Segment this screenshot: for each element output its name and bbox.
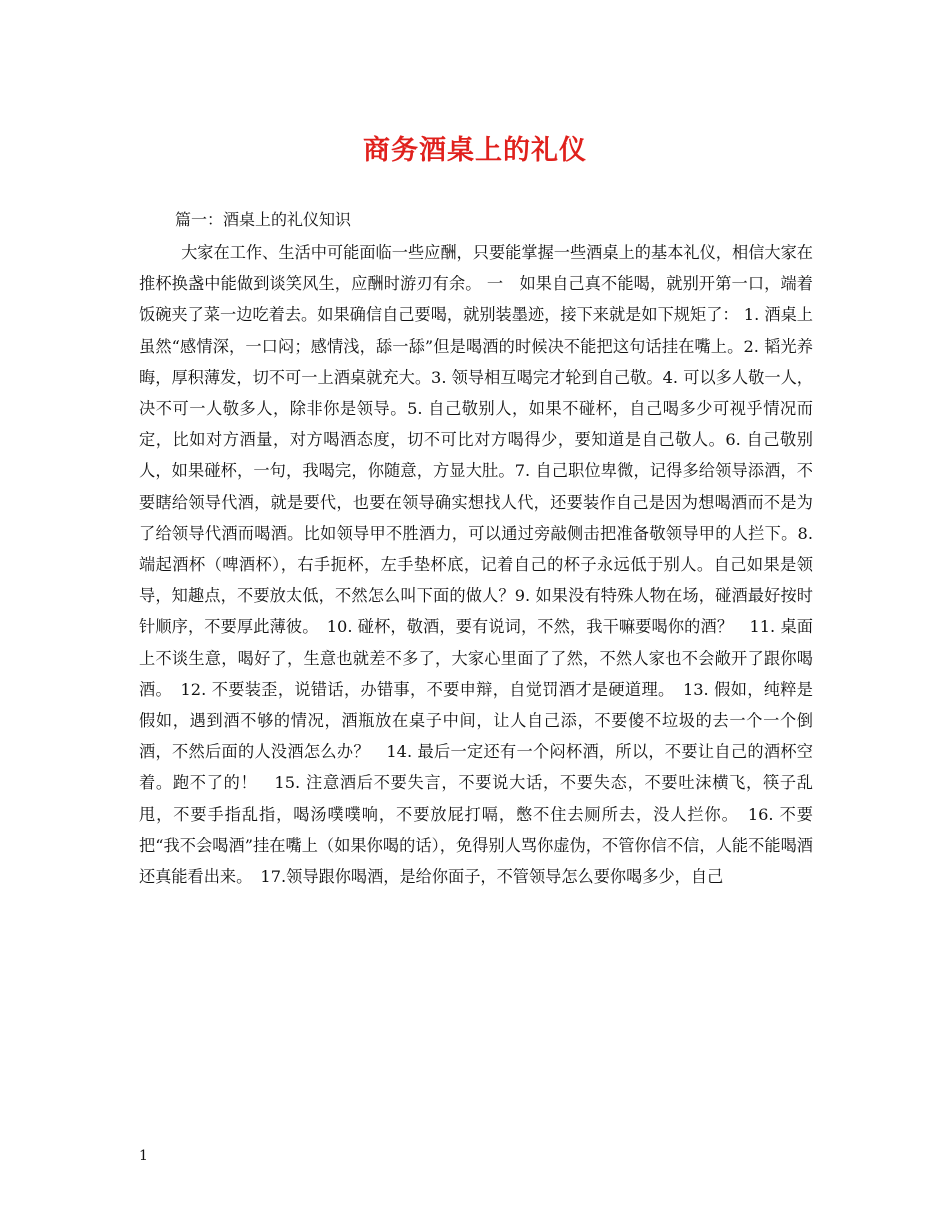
document-title: 商务酒桌上的礼仪 <box>363 135 587 166</box>
page-number: 1 <box>139 1148 148 1164</box>
section-heading: 篇一：酒桌上的礼仪知识 <box>175 210 352 229</box>
body-paragraph: 大家在工作、生活中可能面临一些应酬，只要能掌握一些酒桌上的基本礼仪，相信大家在推杯换盏中能做到谈笑风生，应酬时游刃有余。 一 如果自己真不能喝，就别开第一口，端着饭碗夹了菜一边吃着去。如果确信自己要喝，就别装墨迹，接下来就是如下规矩了： 1. 酒桌上虽然“感情深，一口闷；感情浅，舔一舔”但是喝酒的时候决不能把这句话挂在嘴上。2. 韬光养晦，厚积薄发，切不可一上酒桌就充大。3. 领导相互喝完才轮到自己敬。4. 可以多人敬一人，决不可一人敬多人，除非你是领导。5. 自己敬别人，如果不碰杯，自己喝多少可视乎情况而定，比如对方酒量，对方喝酒态度，切不可比对方喝得少，要知道是自己敬人。6. 自己敬别人，如果碰杯，一句，我喝完，你随意，方显大肚。7. 自己职位卑微，记得多给领导添酒，不要瞎给领导代酒，就是要代，也要在领导确实想找人代，还要装作自己是因为想喝酒而不是为了给领导代酒而喝酒。比如领导甲不胜酒力，可以通过旁敲侧击把准备敬领导甲的人拦下。8. 端起酒杯（啤酒杯），右手扼杯，左手垫杯底，记着自己的杯子永远低于别人。自己如果是领导，知趣点，不要放太低，不然怎么叫下面的做人？9. 如果没有特殊人物在场，碰酒最好按时针顺序，不要厚此薄彼。 10. 碰杯，敬酒，要有说词，不然，我干嘛要喝你的酒？ 11. 桌面上不谈生意，喝好了，生意也就差不多了，大家心里面了了然，不然人家也不会敞开了跟你喝酒。 12. 不要装歪，说错话，办错事，不要申辩，自觉罚酒才是硬道理。 13. 假如，纯粹是假如，遇到酒不够的情况，酒瓶放在桌子中间，让人自己添，不要傻不垃圾的去一个一个倒酒，不然后面的人没酒怎么办？ 14. 最后一定还有一个闷杯酒，所以，不要让自己的酒杯空着。跑不了的！ 15. 注意酒后不要失言，不要说大话，不要失态，不要吐沫横飞，筷子乱甩，不要手指乱指，喝汤噗噗响，不要放屁打嗝，憋不住去厕所去，没人拦你。 16. 不要把“我不会喝酒”挂在嘴上（如果你喝的话），免得别人骂你虚伪，不管你信不信，人能不能喝酒还真能看出来。 17.领导跟你喝酒，是给你面子，不管领导怎么要你喝多少，自己 <box>139 243 813 887</box>
